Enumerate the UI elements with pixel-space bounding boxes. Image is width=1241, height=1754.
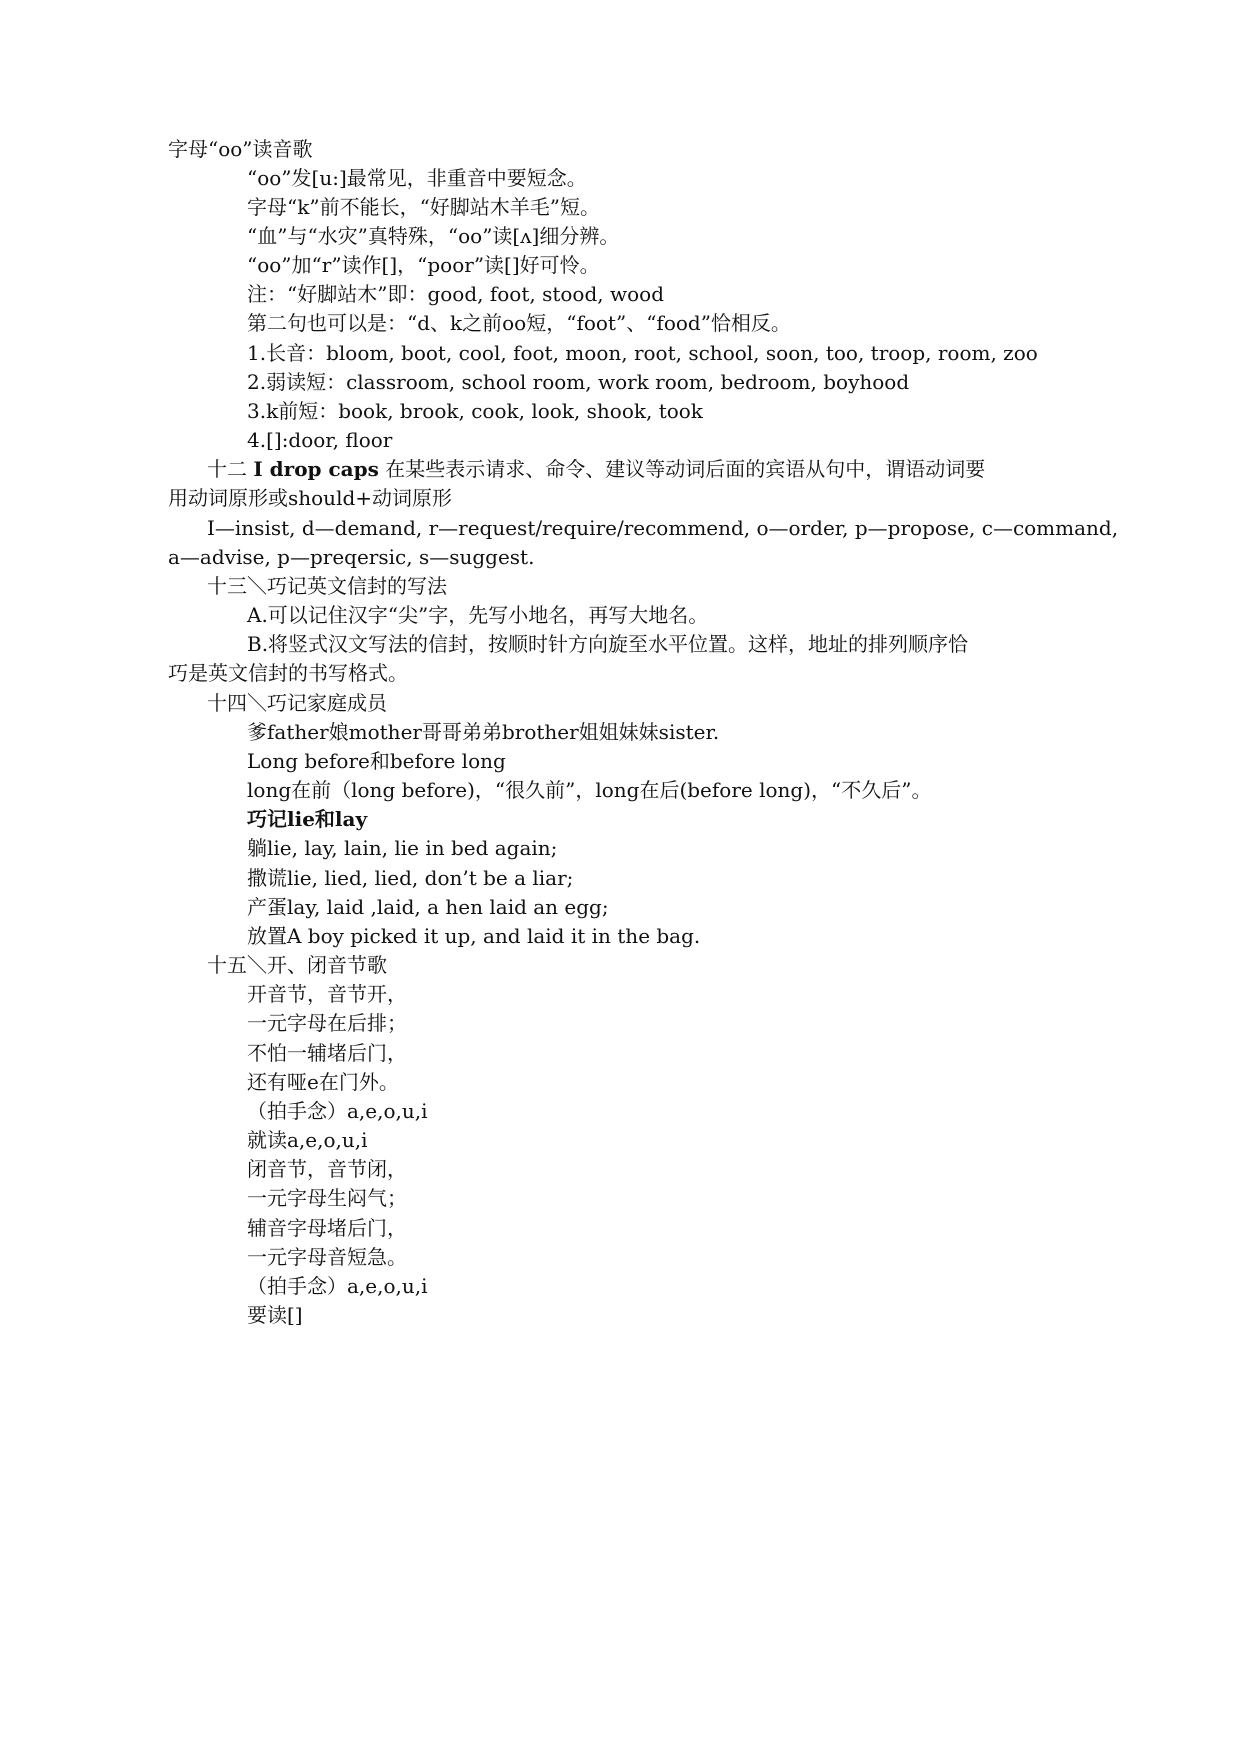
- text-line: I—insist, d—demand, r—request/require/recommend, o—order, p—propose, c—command,: [207, 516, 1119, 540]
- text-line: a—advise, p—preqersic, s—suggest.: [168, 545, 535, 569]
- text-line: Long before和before long: [247, 749, 506, 773]
- section-13-heading: 十三＼巧记英文信封的写法: [207, 574, 447, 598]
- text-line: 一元字母音短急。: [247, 1245, 407, 1269]
- text-line: 还有哑e在门外。: [247, 1070, 399, 1094]
- text-line: 注：“好脚站木”即：good, foot, stood, wood: [247, 282, 664, 306]
- text-line: 要读[]: [247, 1303, 303, 1327]
- text-line: long在前（long before)，“很久前”，long在后(before long)，“不久后”。: [247, 778, 932, 802]
- heading-oo-song: 字母“oo”读音歌: [168, 137, 313, 161]
- text-line: 撒谎lie, lied, lied, don’t be a liar;: [247, 866, 574, 890]
- text-line: 不怕一辅堵后门，: [247, 1041, 407, 1065]
- subheading-lie-lay: 巧记lie和lay: [247, 807, 368, 831]
- text-line: “oo”发[u:]最常见，非重音中要短念。: [247, 166, 587, 190]
- text-line: B.将竖式汉文写法的信封，按顺时针方向旋至水平位置。这样，地址的排列顺序恰: [247, 632, 969, 656]
- section-14-heading: 十四＼巧记家庭成员: [207, 691, 387, 715]
- section-12-line: [207, 456, 985, 482]
- text-line: 产蛋lay, laid ,laid, a hen laid an egg;: [247, 895, 609, 919]
- text-line: 1.长音：bloom, boot, cool, foot, moon, root, school, soon, too, troop, room, zoo: [247, 341, 1038, 365]
- text-line: 闭音节，音节闭，: [247, 1157, 407, 1181]
- section-12-number: 十二: [207, 457, 247, 481]
- text-line: 第二句也可以是：“d、k之前oo短，“foot”、“food”恰相反。: [247, 311, 791, 335]
- text-line: 辅音字母堵后门，: [247, 1216, 407, 1240]
- text-line: 放置A boy picked it up, and laid it in the bag.: [247, 924, 701, 948]
- text-line: “血”与“水灾”真特殊，“oo”读[ʌ]细分辨。: [247, 224, 620, 248]
- text-line: 开音节，音节开，: [247, 982, 407, 1006]
- text-line: 一元字母在后排；: [247, 1011, 407, 1035]
- text-line: 2.弱读短：classroom, school room, work room, bedroom, boyhood: [247, 370, 910, 394]
- text-line: （拍手念）a,e,o,u,i: [247, 1274, 428, 1298]
- text-line: 躺lie, lay, lain, lie in bed again;: [247, 836, 558, 860]
- text-line: 字母“k”前不能长，“好脚站木羊毛”短。: [247, 195, 601, 219]
- text-line: A.可以记住汉字“尖”字，先写小地名，再写大地名。: [247, 603, 709, 627]
- text-line: 爹father娘mother哥哥弟弟brother姐姐妹妹sister.: [247, 720, 720, 744]
- text-line: 用动词原形或should+动词原形: [168, 486, 453, 510]
- text-line: 一元字母生闷气；: [247, 1186, 407, 1210]
- text-line: （拍手念）a,e,o,u,i: [247, 1099, 428, 1123]
- text-line: 3.k前短：book, brook, cook, look, shook, took: [247, 399, 703, 423]
- section-15-heading: 十五＼开、闭音节歌: [207, 953, 387, 977]
- text-line: 4.[]:door, floor: [247, 428, 393, 452]
- text-line: 巧是英文信封的书写格式。: [168, 661, 408, 685]
- section-12-title: I drop caps: [253, 457, 379, 481]
- section-12-text: 在某些表示请求、命令、建议等动词后面的宾语从句中，谓语动词要: [385, 457, 986, 481]
- text-line: “oo”加“r”读作[]，“poor”读[]好可怜。: [247, 253, 600, 277]
- text-line: 就读a,e,o,u,i: [247, 1128, 368, 1152]
